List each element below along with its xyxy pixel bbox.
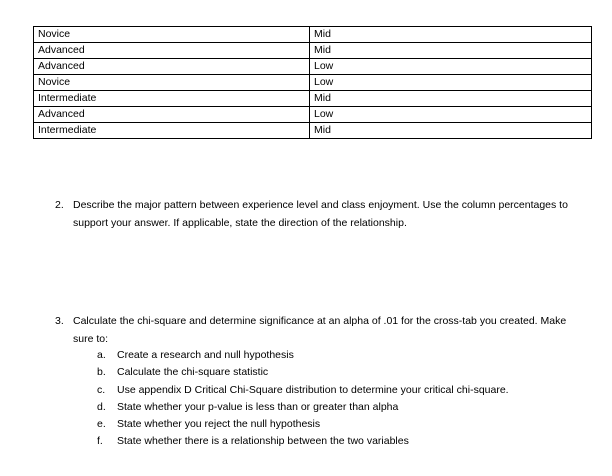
table-row bbox=[34, 27, 592, 43]
list-item bbox=[97, 433, 509, 450]
list-item-text: Use appendix D Critical Chi-Square distribution to determine your critical chi-square. bbox=[117, 383, 509, 396]
experience-cell: Intermediate bbox=[34, 91, 310, 107]
question-text: Calculate the chi-square and determine significance at an alpha of .01 for the cross-tab you created. Make sure to: bbox=[73, 315, 567, 345]
enjoyment-cell: Low bbox=[310, 75, 592, 91]
enjoyment-cell: Mid bbox=[310, 123, 592, 139]
list-marker: f. bbox=[97, 435, 103, 448]
table-row bbox=[34, 123, 592, 139]
list-item-text: Create a research and null hypothesis bbox=[117, 349, 294, 361]
table-row bbox=[34, 59, 592, 75]
list-item bbox=[97, 399, 509, 416]
table-row bbox=[34, 107, 592, 123]
question-number: 2. bbox=[55, 199, 64, 211]
question-text: Describe the major pattern between experience level and class enjoyment. Use the column percentages to support your answer. If applicable, state the direction of the relationship. bbox=[73, 199, 568, 229]
list-item bbox=[97, 364, 509, 381]
list-item bbox=[97, 382, 509, 399]
enjoyment-cell: Low bbox=[310, 107, 592, 123]
experience-cell: Advanced bbox=[34, 59, 310, 75]
question-2 bbox=[55, 196, 585, 232]
list-marker: d. bbox=[97, 400, 106, 413]
list-item-text: State whether there is a relationship between the two variables bbox=[117, 435, 409, 448]
enjoyment-cell: Low bbox=[310, 59, 592, 75]
enjoyment-cell: Mid bbox=[310, 27, 592, 43]
list-marker: b. bbox=[97, 366, 106, 379]
table-row bbox=[34, 43, 592, 59]
list-marker: a. bbox=[97, 349, 106, 361]
experience-cell: Novice bbox=[34, 75, 310, 91]
experience-cell: Novice bbox=[34, 27, 310, 43]
list-marker: c. bbox=[97, 383, 106, 396]
table-row bbox=[34, 75, 592, 91]
experience-cell: Advanced bbox=[34, 107, 310, 123]
experience-cell: Advanced bbox=[34, 43, 310, 59]
question-3 bbox=[55, 312, 585, 348]
list-item-text: State whether your p-value is less than or greater than alpha bbox=[117, 400, 399, 413]
list-item-text: State whether you reject the null hypothesis bbox=[117, 418, 321, 431]
experience-cell: Intermediate bbox=[34, 123, 310, 139]
question-number: 3. bbox=[55, 315, 64, 327]
enjoyment-cell: Mid bbox=[310, 43, 592, 59]
list-item bbox=[97, 347, 509, 364]
data-table bbox=[33, 26, 592, 139]
enjoyment-cell: Mid bbox=[310, 91, 592, 107]
question-3-subitems bbox=[97, 347, 509, 451]
list-item-text: Calculate the chi-square statistic bbox=[117, 366, 269, 379]
list-marker: e. bbox=[97, 418, 106, 431]
table-row bbox=[34, 91, 592, 107]
list-item bbox=[97, 416, 509, 433]
